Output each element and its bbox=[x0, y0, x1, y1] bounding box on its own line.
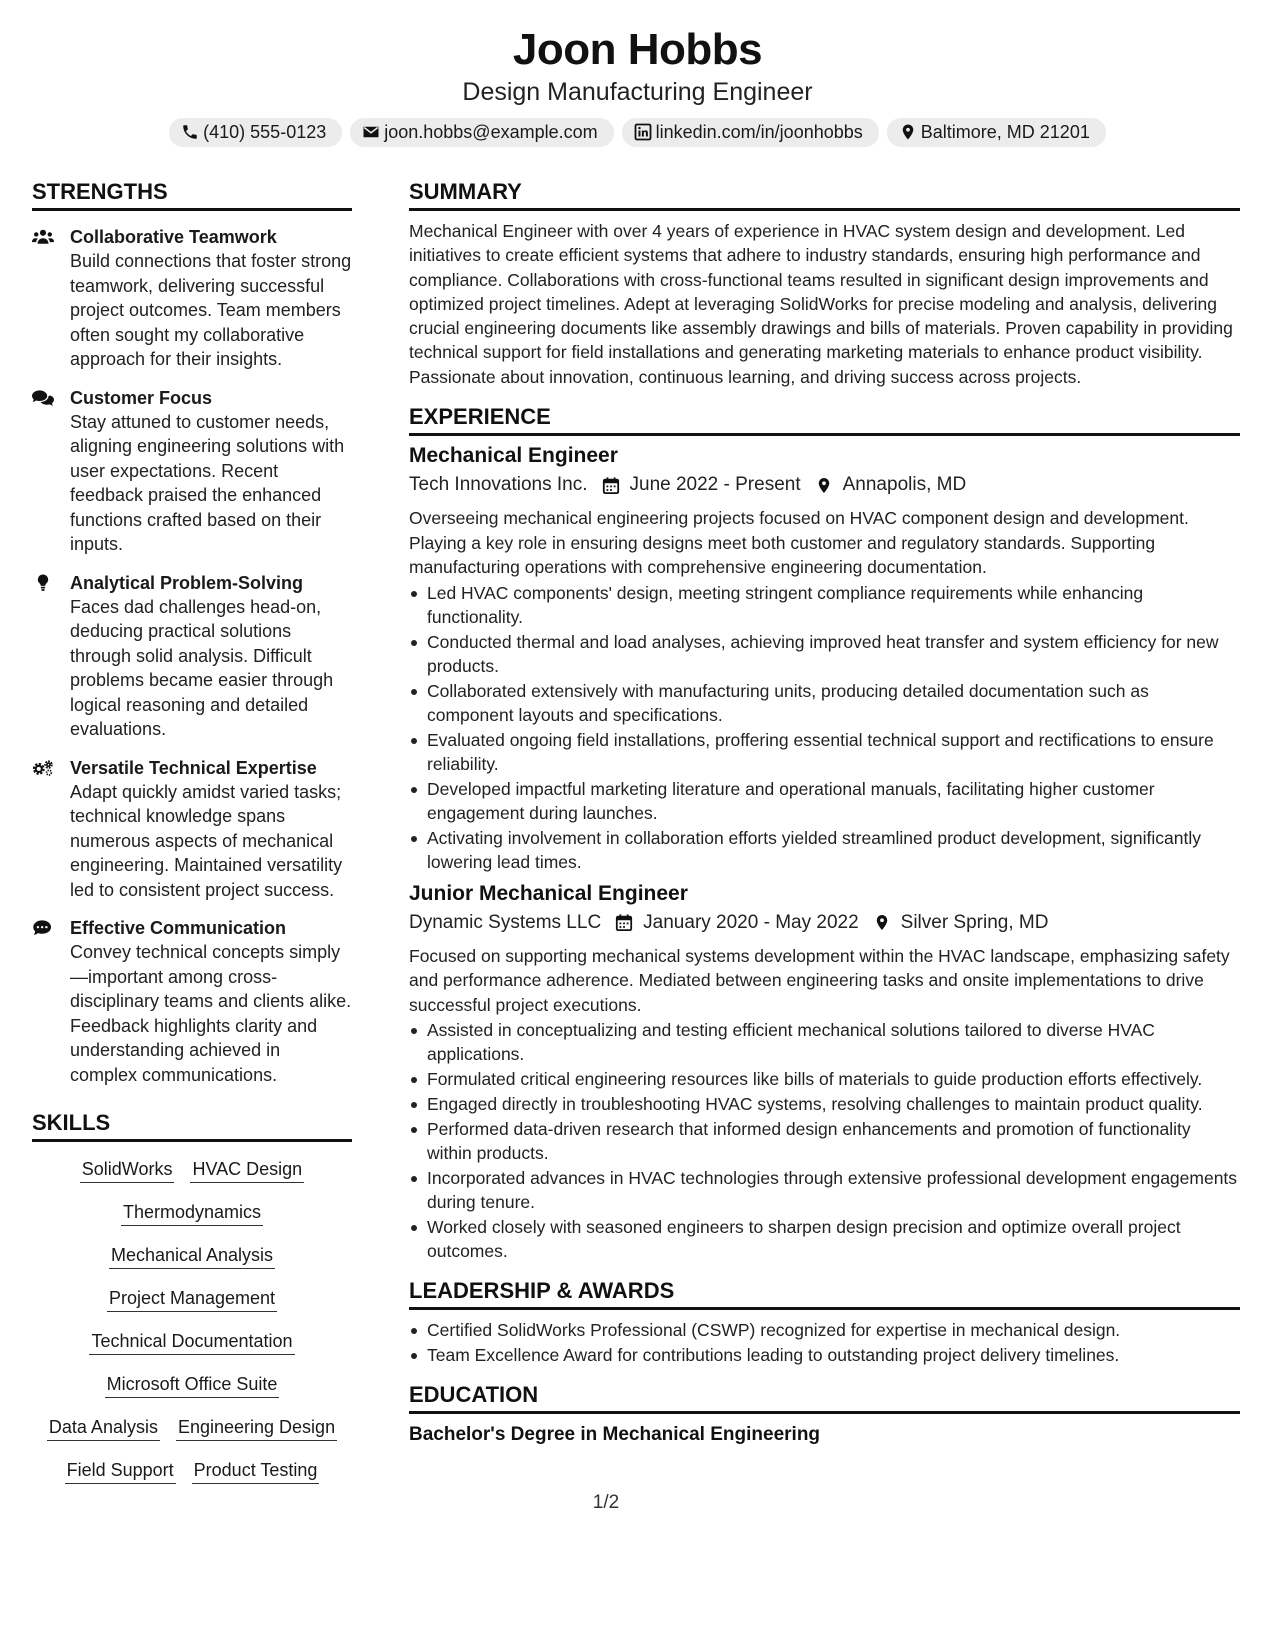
contact-bar bbox=[0, 118, 1275, 147]
skill-tag: Engineering Design bbox=[176, 1415, 337, 1441]
skill-tag: Microsoft Office Suite bbox=[105, 1372, 280, 1398]
skill-tag: Data Analysis bbox=[47, 1415, 160, 1441]
strength-item bbox=[32, 571, 352, 742]
job-meta bbox=[409, 472, 1240, 498]
envelope-icon bbox=[362, 123, 380, 141]
strength-item bbox=[32, 225, 352, 372]
skill-tag: Mechanical Analysis bbox=[109, 1243, 275, 1269]
skill-row bbox=[32, 1458, 352, 1484]
skill-tag: Product Testing bbox=[192, 1458, 320, 1484]
contact-text: Baltimore, MD 21201 bbox=[920, 122, 1090, 142]
job-location: Annapolis, MD bbox=[842, 474, 967, 496]
map-pin-icon bbox=[899, 123, 917, 141]
strength-title: Customer Focus bbox=[70, 387, 213, 408]
bullet-item: Evaluated ongoing field installations, proffering essential technical support and rectifications to ensure reliability. bbox=[409, 728, 1240, 776]
skill-tag: HVAC Design bbox=[190, 1157, 304, 1183]
contact-location[interactable] bbox=[887, 118, 1106, 147]
skill-row bbox=[32, 1329, 352, 1355]
skill-row bbox=[32, 1415, 352, 1441]
job-bullets bbox=[409, 581, 1240, 874]
job-description: Overseeing mechanical engineering projects focused on HVAC component design and development. Playing a key role in ensuring designs meet both customer and regulatory standards. Supporting manufacturing operations with comprehensive engineering documentation. bbox=[409, 508, 1189, 578]
strength-desc: Faces dad challenges head-on, deducing practical solutions through solid analysis. Difficult problems became easier through logical reasoning and detailed evaluations. bbox=[70, 596, 334, 739]
contact-linkedin[interactable] bbox=[622, 118, 879, 147]
bullet-item: Led HVAC components' design, meeting stringent compliance requirements while enhancing functionality. bbox=[409, 581, 1240, 629]
linkedin-icon bbox=[634, 123, 652, 141]
calendar-icon bbox=[588, 476, 630, 495]
job-entry bbox=[409, 442, 1240, 874]
skill-tag: Field Support bbox=[65, 1458, 176, 1484]
users-icon bbox=[32, 225, 70, 372]
job-location: Silver Spring, MD bbox=[900, 911, 1049, 933]
candidate-title: Design Manufacturing Engineer bbox=[462, 78, 813, 106]
bullet-item: Formulated critical engineering resources like bills of materials to guide production efforts effectively. bbox=[409, 1067, 1240, 1091]
contact-text: (410) 555-0123 bbox=[203, 122, 327, 142]
gears-icon bbox=[32, 756, 70, 903]
strength-desc: Stay attuned to customer needs, aligning engineering solutions with user expectations. Recent feedback praised the enhanced functions crafted based on their inputs. bbox=[70, 411, 345, 554]
bullet-item: Collaborated extensively with manufacturing units, producing detailed documentation such as component layouts and specifications. bbox=[409, 679, 1240, 727]
job-dates: January 2020 - May 2022 bbox=[643, 911, 859, 933]
strength-desc: Adapt quickly amidst varied tasks; technical knowledge spans numerous aspects of mechanical engineering. Maintained versatility led to consistent project success. bbox=[70, 781, 343, 900]
job-title: Junior Mechanical Engineer bbox=[409, 881, 688, 905]
bullet-item: Developed impactful marketing literature and operational manuals, facilitating higher customer engagement during launches. bbox=[409, 777, 1240, 825]
map-pin-icon bbox=[801, 476, 843, 495]
job-description: Focused on supporting mechanical systems development within the HVAC landscape, emphasizing safety and performance adherence. Mediated between engineering tasks and onsite implementations to drive successful project executions. bbox=[409, 945, 1230, 1015]
job-entry bbox=[409, 880, 1240, 1264]
job-dates: June 2022 - Present bbox=[629, 474, 801, 496]
strength-desc: Convey technical concepts simply—important among cross-disciplinary teams and clients alike. Feedback highlights clarity and understanding achieved in complex communications. bbox=[70, 942, 352, 1085]
skill-row bbox=[32, 1243, 352, 1269]
skill-tag: Technical Documentation bbox=[89, 1329, 294, 1355]
contact-text: joon.hobbs@example.com bbox=[384, 122, 598, 142]
education-heading: EDUCATION bbox=[409, 1381, 1240, 1414]
company-name: Tech Innovations Inc. bbox=[409, 474, 588, 496]
strength-item bbox=[32, 916, 352, 1087]
page-number: 1/2 bbox=[592, 1492, 620, 1513]
degree-title: Bachelor's Degree in Mechanical Engineering bbox=[409, 1424, 821, 1446]
bullet-item: Team Excellence Award for contributions leading to outstanding project delivery timelines. bbox=[409, 1343, 1240, 1367]
skill-row bbox=[32, 1200, 352, 1226]
contact-text: linkedin.com/in/joonhobbs bbox=[655, 122, 863, 142]
skill-tag: SolidWorks bbox=[80, 1157, 175, 1183]
bullet-item: Worked closely with seasoned engineers to sharpen design precision and optimize overall project outcomes. bbox=[409, 1215, 1240, 1263]
comment-dots-icon bbox=[32, 916, 70, 1087]
strengths-heading: STRENGTHS bbox=[32, 178, 352, 211]
bullet-item: Certified SolidWorks Professional (CSWP) recognized for expertise in mechanical design. bbox=[409, 1318, 1240, 1342]
candidate-name: Joon Hobbs bbox=[512, 25, 763, 74]
skill-tag: Thermodynamics bbox=[121, 1200, 263, 1226]
bullet-item: Assisted in conceptualizing and testing efficient mechanical solutions tailored to diverse HVAC applications. bbox=[409, 1018, 1240, 1066]
bullet-item: Activating involvement in collaboration efforts yielded streamlined product development, significantly lowering lead times. bbox=[409, 826, 1240, 874]
comments-icon bbox=[32, 386, 70, 557]
resume-header bbox=[0, 0, 1275, 147]
left-column bbox=[32, 178, 352, 1484]
summary-text: Mechanical Engineer with over 4 years of experience in HVAC system design and development. Led initiatives to create efficient systems that adhere to industry standards, ensuring high performance and compliance. Collaborations with cross-functional teams resulted in significant design improvements and optimized project timelines. Adept at leveraging SolidWorks for precise modeling and analysis, delivering crucial engineering documents like assembly drawings and bills of materials. Proven capability in providing technical support for field installations and generating marketing materials to enhance product visibility. Passionate about innovation, continuous learning, and driving success across projects. bbox=[409, 221, 1233, 387]
bullet-item: Engaged directly in troubleshooting HVAC systems, resolving challenges to maintain product quality. bbox=[409, 1092, 1240, 1116]
calendar-icon bbox=[601, 913, 643, 932]
skills-heading: SKILLS bbox=[32, 1109, 352, 1142]
skill-row bbox=[32, 1157, 352, 1183]
bullet-item: Incorporated advances in HVAC technologies through extensive professional development engagements during tenure. bbox=[409, 1166, 1240, 1214]
leadership-heading: LEADERSHIP & AWARDS bbox=[409, 1277, 1240, 1310]
experience-heading: EXPERIENCE bbox=[409, 403, 1240, 436]
summary-heading: SUMMARY bbox=[409, 178, 1240, 211]
strength-item bbox=[32, 756, 352, 903]
leadership-list bbox=[409, 1318, 1240, 1367]
map-pin-icon bbox=[859, 913, 901, 932]
phone-icon bbox=[181, 123, 199, 141]
strength-desc: Build connections that foster strong teamwork, delivering successful project outcomes. Team members often sought my collaborative approach for their insights. bbox=[70, 251, 352, 369]
strength-item bbox=[32, 386, 352, 557]
contact-phone[interactable] bbox=[169, 118, 342, 147]
skill-tag: Project Management bbox=[107, 1286, 277, 1312]
job-title: Mechanical Engineer bbox=[409, 444, 618, 468]
lightbulb-icon bbox=[32, 571, 70, 742]
bullet-item: Conducted thermal and load analyses, achieving improved heat transfer and system efficiency for new products. bbox=[409, 630, 1240, 678]
strength-title: Effective Communication bbox=[70, 918, 287, 938]
job-meta bbox=[409, 910, 1240, 936]
contact-email[interactable] bbox=[350, 118, 613, 147]
bullet-item: Performed data-driven research that informed design enhancements and promotion of functionality within products. bbox=[409, 1117, 1240, 1165]
company-name: Dynamic Systems LLC bbox=[409, 911, 602, 933]
right-column bbox=[409, 178, 1240, 1484]
skill-row bbox=[32, 1372, 352, 1398]
skills-list bbox=[32, 1157, 352, 1484]
strength-title: Analytical Problem-Solving bbox=[70, 572, 304, 593]
strength-title: Versatile Technical Expertise bbox=[70, 757, 317, 778]
strength-title: Collaborative Teamwork bbox=[70, 227, 277, 247]
skill-row bbox=[32, 1286, 352, 1312]
job-bullets bbox=[409, 1018, 1240, 1263]
